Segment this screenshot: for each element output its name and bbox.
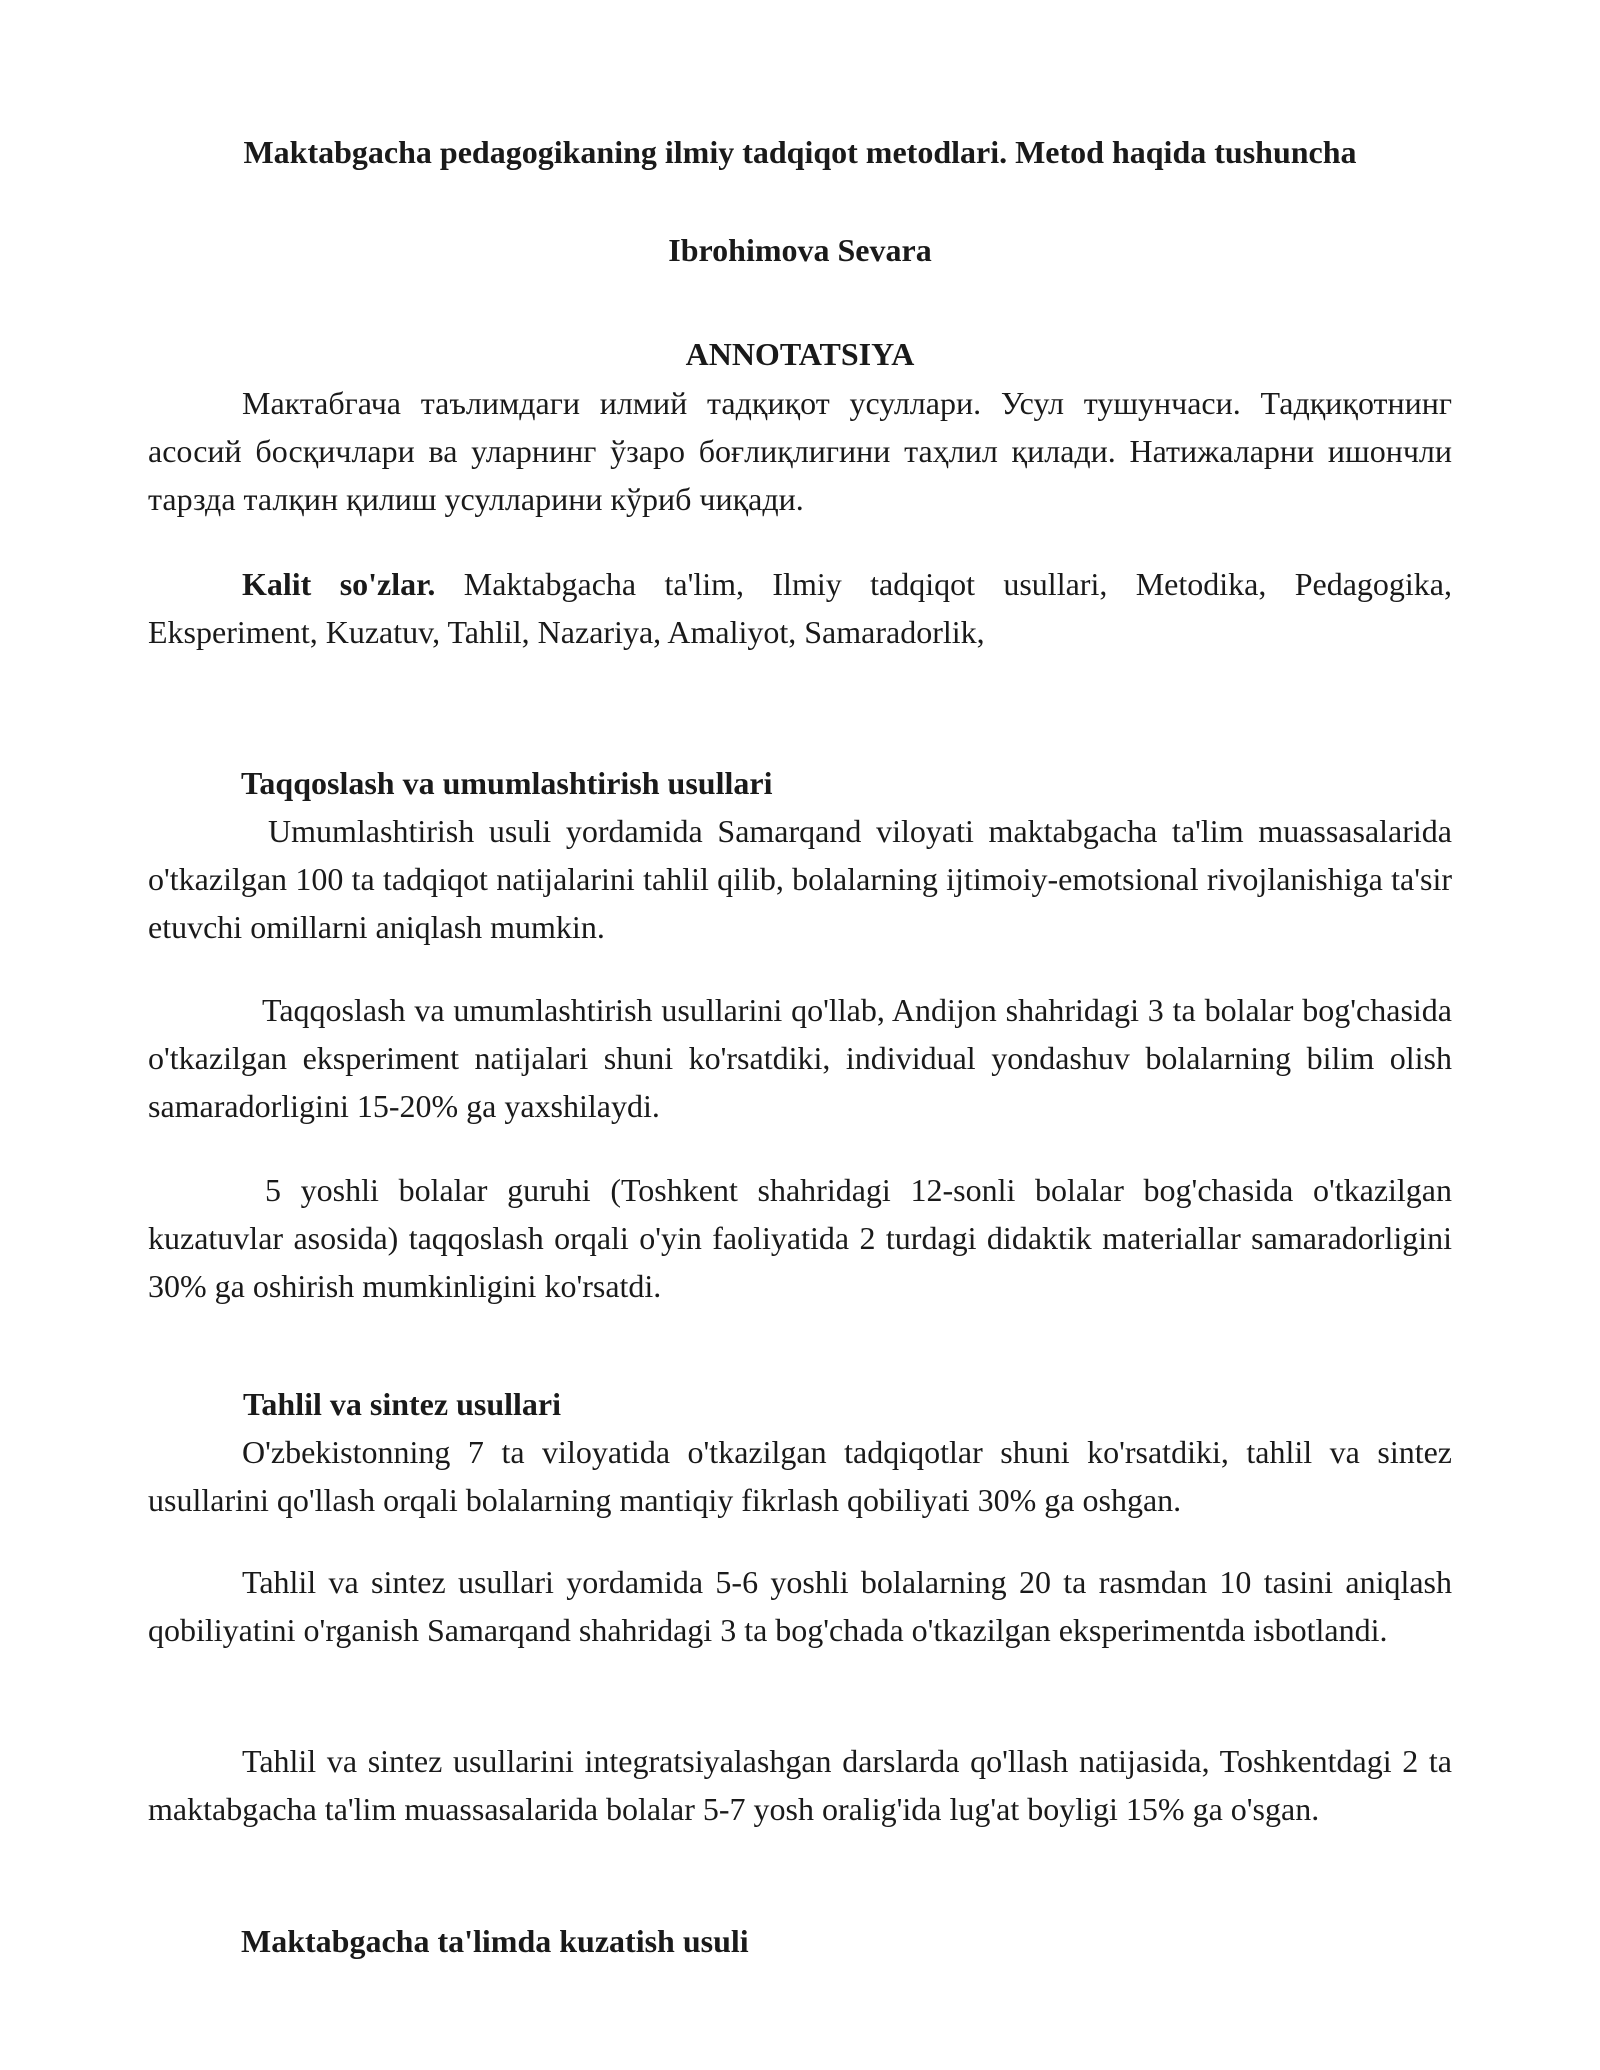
paragraph-comparison-2: Taqqoslash va umumlashtirish usullarini qo'llab, Andijon shahridagi 3 ta bolalar bog'chasida o'tkazilgan eksperiment natijalari shuni ko'rsatdiki, individual yondashuv bolalarning bilim olish samaradorligini 15-20% ga yaxshilaydi. — [148, 992, 1452, 1124]
keywords-label: Kalit so'zlar. — [242, 566, 436, 602]
annotation-heading: ANNOTATSIYA — [685, 336, 915, 372]
paragraph-analysis-2: Tahlil va sintez usullari yordamida 5-6 yoshli bolalarning 20 ta rasmdan 10 tasini aniqlash qobiliyatini o'rganish Samarqand shahridagi 3 ta bog'chada o'tkazilgan eksperimentda isbotlandi. — [148, 1564, 1452, 1648]
author-name: Ibrohimova Sevara — [668, 232, 932, 268]
paragraph-analysis-3: Tahlil va sintez usullarini integratsiyalashgan darslarda qo'llash natijasida, Toshkentdagi 2 ta maktabgacha ta'lim muassasalarida bolalar 5-7 yosh oralig'ida lug'at boyligi 15% ga o'sgan. — [148, 1743, 1452, 1827]
section-heading-comparison: Taqqoslash va umumlashtirish usullari — [241, 765, 773, 801]
section-heading-analysis: Tahlil va sintez usullari — [243, 1386, 561, 1422]
document-title: Maktabgacha pedagogikaning ilmiy tadqiqot metodlari. Metod haqida tushuncha — [243, 134, 1357, 170]
section-heading-observation: Maktabgacha ta'limda kuzatish usuli — [241, 1923, 749, 1959]
paragraph-analysis-1: O'zbekistonning 7 ta viloyatida o'tkazilgan tadqiqotlar shuni ko'rsatdiki, tahlil va sintez usullarini qo'llash orqali bolalarning mantiqiy fikrlash qobiliyati 30% ga oshgan. — [148, 1434, 1452, 1518]
paragraph-comparison-3: 5 yoshli bolalar guruhi (Toshkent shahridagi 12-sonli bolalar bog'chasida o'tkazilgan kuzatuvlar asosida) taqqoslash orqali o'yin faoliyatida 2 turdagi didaktik materiallar samaradorligini 30% ga oshirish mumkinligini ko'rsatdi. — [148, 1172, 1452, 1304]
keywords-text: Maktabgacha ta'lim, Ilmiy tadqiqot usullari, Metodika, Pedagogika, Eksperiment, Kuzatuv, Tahlil, Nazariya, Amaliyot, Samaradorlik, — [148, 566, 1453, 650]
keywords-paragraph — [148, 560, 1452, 656]
annotation-paragraph: Мактабгача таълимдаги илмий тадқиқот усуллари. Усул тушунчаси. Тадқиқотнинг асосий босқичлари ва уларнинг ўзаро боғлиқлигини таҳлил қилади. Натижаларни ишончли тарзда талқин қилиш усулларини кўриб чиқади. — [148, 385, 1452, 517]
paragraph-comparison-1: Umumlashtirish usuli yordamida Samarqand viloyati maktabgacha ta'lim muassasalarida o'tkazilgan 100 ta tadqiqot natijalarini tahlil qilib, bolalarning ijtimoiy-emotsional rivojlanishiga ta'sir etuvchi omillarni aniqlash mumkin. — [148, 813, 1452, 945]
